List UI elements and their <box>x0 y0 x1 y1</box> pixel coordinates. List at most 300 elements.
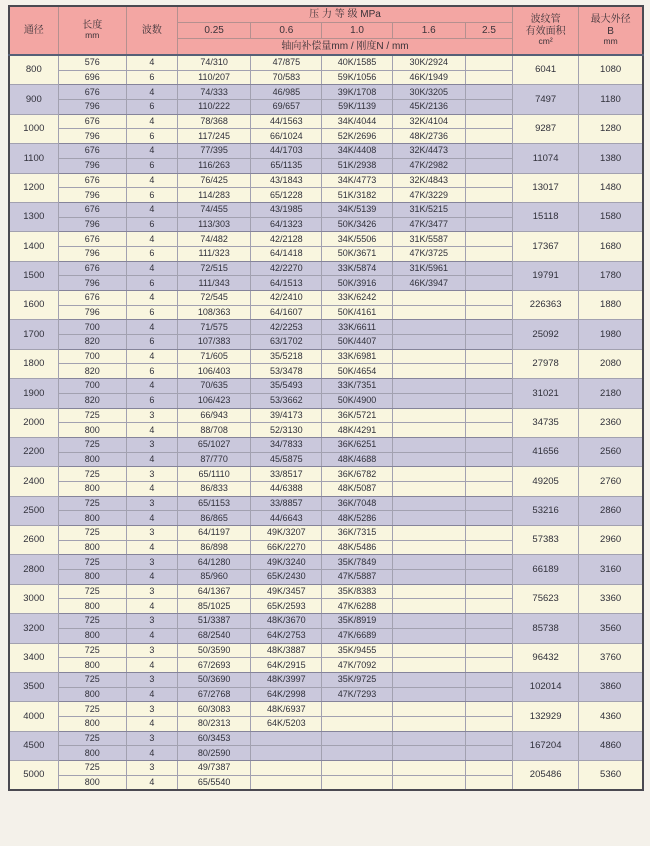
od-label: 最大外径 <box>590 14 631 26</box>
cell-waves: 3 <box>126 702 177 717</box>
cell-pressure-0.25: 71/575 <box>178 320 251 335</box>
area-label-2: 有效面积 <box>525 25 566 37</box>
cell-waves: 4 <box>126 114 177 129</box>
cell-max-od: 3360 <box>579 584 643 613</box>
cell-length: 676 <box>58 85 126 100</box>
cell-waves: 4 <box>126 628 177 643</box>
cell-pressure-0.25: 113/303 <box>178 217 251 232</box>
cell-pressure-0.6: 45/5875 <box>251 452 322 467</box>
cell-pressure-1.0: 35K/9725 <box>322 672 392 687</box>
cell-length: 820 <box>58 364 126 379</box>
cell-diameter: 4000 <box>9 702 58 731</box>
cell-pressure-0.6: 53/3662 <box>251 393 322 408</box>
area-label-1: 波纹管 <box>530 14 561 26</box>
cell-pressure-0.6: 64/1323 <box>251 217 322 232</box>
cell-pressure-2.5 <box>465 173 512 188</box>
table-row <box>9 349 643 364</box>
cell-effective-area: 53216 <box>513 496 579 525</box>
cell-pressure-0.25: 65/5540 <box>178 775 251 790</box>
cell-pressure-0.6: 35/5218 <box>251 349 322 364</box>
cell-length: 800 <box>58 570 126 585</box>
cell-pressure-0.25: 70/635 <box>178 379 251 394</box>
cell-pressure-0.25: 106/403 <box>178 364 251 379</box>
cell-pressure-2.5 <box>465 614 512 629</box>
cell-pressure-1.6 <box>392 526 465 541</box>
cell-pressure-1.6 <box>392 467 465 482</box>
cell-pressure-2.5 <box>465 349 512 364</box>
cell-effective-area: 102014 <box>513 672 579 701</box>
cell-pressure-2.5 <box>465 291 512 306</box>
cell-pressure-0.6 <box>251 761 322 776</box>
cell-pressure-2.5 <box>465 702 512 717</box>
cell-pressure-1.0: 48K/4688 <box>322 452 392 467</box>
cell-pressure-0.6: 70/583 <box>251 70 322 85</box>
cell-diameter: 3400 <box>9 643 58 672</box>
cell-pressure-1.0: 33K/5874 <box>322 261 392 276</box>
cell-length: 800 <box>58 628 126 643</box>
cell-pressure-0.6: 69/657 <box>251 100 322 115</box>
cell-pressure-0.6: 44/6388 <box>251 481 322 496</box>
cell-length: 796 <box>58 246 126 261</box>
cell-pressure-0.6: 44/1563 <box>251 114 322 129</box>
cell-pressure-0.6: 43/1985 <box>251 202 322 217</box>
table-row <box>9 496 643 511</box>
table-row <box>9 379 643 394</box>
cell-max-od: 2360 <box>579 408 643 437</box>
cell-pressure-2.5 <box>465 452 512 467</box>
cell-pressure-1.6 <box>392 775 465 790</box>
cell-diameter: 1600 <box>9 291 58 320</box>
cell-pressure-0.25: 78/368 <box>178 114 251 129</box>
cell-pressure-0.25: 107/383 <box>178 335 251 350</box>
cell-max-od: 2180 <box>579 379 643 408</box>
cell-waves: 3 <box>126 731 177 746</box>
cell-pressure-2.5 <box>465 628 512 643</box>
cell-waves: 4 <box>126 746 177 761</box>
cell-waves: 4 <box>126 202 177 217</box>
cell-pressure-1.0: 36K/6782 <box>322 467 392 482</box>
cell-pressure-1.0 <box>322 761 392 776</box>
cell-length: 676 <box>58 291 126 306</box>
cell-effective-area: 132929 <box>513 702 579 731</box>
cell-pressure-2.5 <box>465 202 512 217</box>
cell-waves: 3 <box>126 643 177 658</box>
cell-pressure-2.5 <box>465 246 512 261</box>
cell-pressure-0.25: 80/2313 <box>178 716 251 731</box>
cell-pressure-2.5 <box>465 672 512 687</box>
cell-length: 820 <box>58 393 126 408</box>
cell-pressure-0.25: 114/283 <box>178 188 251 203</box>
cell-waves: 6 <box>126 188 177 203</box>
cell-pressure-1.6: 32K/4104 <box>392 114 465 129</box>
cell-pressure-2.5 <box>465 70 512 85</box>
cell-waves: 3 <box>126 496 177 511</box>
cell-pressure-1.6: 45K/2136 <box>392 100 465 115</box>
cell-length: 796 <box>58 217 126 232</box>
cell-pressure-0.6: 65/1228 <box>251 188 322 203</box>
pressure-level-1.6: 1.6 <box>392 23 465 39</box>
cell-pressure-1.0: 48K/5286 <box>322 511 392 526</box>
cell-pressure-1.6: 47K/3229 <box>392 188 465 203</box>
cell-waves: 6 <box>126 364 177 379</box>
cell-pressure-2.5 <box>465 570 512 585</box>
table-row <box>9 437 643 452</box>
cell-diameter: 1200 <box>9 173 58 202</box>
cell-max-od: 2960 <box>579 526 643 555</box>
cell-pressure-2.5 <box>465 658 512 673</box>
cell-waves: 4 <box>126 599 177 614</box>
cell-pressure-2.5 <box>465 335 512 350</box>
cell-diameter: 3500 <box>9 672 58 701</box>
cell-pressure-0.25: 65/1110 <box>178 467 251 482</box>
cell-pressure-0.6: 64/1513 <box>251 276 322 291</box>
cell-diameter: 2800 <box>9 555 58 584</box>
cell-waves: 4 <box>126 511 177 526</box>
cell-pressure-1.0: 35K/8383 <box>322 584 392 599</box>
cell-diameter: 1800 <box>9 349 58 378</box>
cell-pressure-1.0: 50K/4900 <box>322 393 392 408</box>
cell-pressure-0.6: 42/2270 <box>251 261 322 276</box>
cell-effective-area: 66189 <box>513 555 579 584</box>
cell-pressure-2.5 <box>465 496 512 511</box>
cell-length: 676 <box>58 261 126 276</box>
col-header-effective-area <box>513 6 579 55</box>
cell-waves: 4 <box>126 232 177 247</box>
cell-pressure-1.0: 50K/3426 <box>322 217 392 232</box>
cell-pressure-0.25: 117/245 <box>178 129 251 144</box>
col-header-length <box>58 6 126 55</box>
cell-pressure-0.25: 74/455 <box>178 202 251 217</box>
cell-pressure-1.6 <box>392 496 465 511</box>
cell-pressure-0.25: 64/1197 <box>178 526 251 541</box>
cell-pressure-0.25: 74/333 <box>178 85 251 100</box>
cell-pressure-1.0: 47K/5887 <box>322 570 392 585</box>
cell-pressure-0.25: 72/545 <box>178 291 251 306</box>
cell-pressure-1.6: 48K/2736 <box>392 129 465 144</box>
cell-pressure-1.6 <box>392 379 465 394</box>
table-row <box>9 614 643 629</box>
cell-pressure-1.0: 50K/3916 <box>322 276 392 291</box>
cell-max-od: 1980 <box>579 320 643 349</box>
cell-pressure-0.6: 42/2253 <box>251 320 322 335</box>
cell-pressure-0.25: 74/310 <box>178 55 251 70</box>
cell-pressure-2.5 <box>465 158 512 173</box>
cell-pressure-0.25: 116/263 <box>178 158 251 173</box>
cell-length: 725 <box>58 408 126 423</box>
cell-pressure-1.0 <box>322 702 392 717</box>
cell-pressure-0.6: 53/3478 <box>251 364 322 379</box>
cell-diameter: 800 <box>9 55 58 85</box>
cell-pressure-2.5 <box>465 716 512 731</box>
cell-pressure-1.6 <box>392 423 465 438</box>
cell-length: 796 <box>58 276 126 291</box>
cell-pressure-0.6: 35/5493 <box>251 379 322 394</box>
cell-pressure-0.6: 52/3130 <box>251 423 322 438</box>
cell-pressure-1.6 <box>392 511 465 526</box>
cell-effective-area: 25092 <box>513 320 579 349</box>
cell-max-od: 1380 <box>579 144 643 173</box>
cell-length: 800 <box>58 746 126 761</box>
cell-pressure-0.25: 111/323 <box>178 246 251 261</box>
cell-length: 725 <box>58 672 126 687</box>
cell-pressure-0.6: 33/8857 <box>251 496 322 511</box>
cell-waves: 4 <box>126 481 177 496</box>
cell-pressure-1.6 <box>392 716 465 731</box>
cell-length: 800 <box>58 599 126 614</box>
cell-pressure-1.0: 50K/4161 <box>322 305 392 320</box>
cell-pressure-2.5 <box>465 85 512 100</box>
diameter-label: 通径 <box>23 24 44 36</box>
cell-length: 676 <box>58 232 126 247</box>
cell-pressure-1.0: 34K/5139 <box>322 202 392 217</box>
cell-pressure-2.5 <box>465 261 512 276</box>
cell-pressure-2.5 <box>465 129 512 144</box>
cell-length: 800 <box>58 540 126 555</box>
table-header <box>9 6 643 55</box>
cell-length: 700 <box>58 349 126 364</box>
cell-max-od: 3160 <box>579 555 643 584</box>
cell-pressure-1.0: 51K/2938 <box>322 158 392 173</box>
col-header-max-od <box>579 6 643 55</box>
cell-pressure-0.6: 64/1607 <box>251 305 322 320</box>
cell-pressure-1.6 <box>392 481 465 496</box>
cell-length: 676 <box>58 173 126 188</box>
cell-waves: 4 <box>126 173 177 188</box>
cell-waves: 3 <box>126 555 177 570</box>
cell-pressure-0.25: 77/395 <box>178 144 251 159</box>
cell-pressure-1.0: 40K/1585 <box>322 55 392 70</box>
cell-length: 725 <box>58 584 126 599</box>
cell-pressure-0.6 <box>251 775 322 790</box>
cell-max-od: 1880 <box>579 291 643 320</box>
cell-pressure-1.6 <box>392 672 465 687</box>
cell-pressure-1.0: 50K/4407 <box>322 335 392 350</box>
cell-diameter: 4500 <box>9 731 58 760</box>
cell-pressure-2.5 <box>465 540 512 555</box>
cell-length: 725 <box>58 467 126 482</box>
cell-diameter: 1400 <box>9 232 58 261</box>
cell-max-od: 1180 <box>579 85 643 114</box>
cell-length: 796 <box>58 100 126 115</box>
cell-effective-area: 41656 <box>513 437 579 466</box>
cell-pressure-1.0: 47K/7092 <box>322 658 392 673</box>
cell-effective-area: 27978 <box>513 349 579 378</box>
cell-pressure-0.6: 64K/5203 <box>251 716 322 731</box>
cell-pressure-0.25: 64/1280 <box>178 555 251 570</box>
cell-pressure-1.0: 39K/1708 <box>322 85 392 100</box>
cell-max-od: 1080 <box>579 55 643 85</box>
cell-pressure-2.5 <box>465 555 512 570</box>
cell-length: 800 <box>58 775 126 790</box>
cell-waves: 4 <box>126 144 177 159</box>
cell-pressure-1.6 <box>392 628 465 643</box>
cell-pressure-2.5 <box>465 599 512 614</box>
cell-effective-area: 49205 <box>513 467 579 496</box>
cell-diameter: 3000 <box>9 584 58 613</box>
cell-waves: 4 <box>126 570 177 585</box>
cell-length: 800 <box>58 511 126 526</box>
cell-pressure-0.25: 67/2768 <box>178 687 251 702</box>
cell-diameter: 1000 <box>9 114 58 143</box>
cell-max-od: 1480 <box>579 173 643 202</box>
cell-pressure-1.0: 48K/5486 <box>322 540 392 555</box>
area-unit: cm² <box>538 36 553 47</box>
cell-pressure-0.6: 48K/3997 <box>251 672 322 687</box>
cell-pressure-0.6: 64K/2915 <box>251 658 322 673</box>
cell-waves: 6 <box>126 276 177 291</box>
table-row <box>9 114 643 129</box>
cell-pressure-0.25: 76/425 <box>178 173 251 188</box>
cell-pressure-1.0: 36K/6251 <box>322 437 392 452</box>
table-row <box>9 761 643 776</box>
cell-pressure-1.6 <box>392 320 465 335</box>
cell-pressure-1.0: 36K/7048 <box>322 496 392 511</box>
cell-pressure-2.5 <box>465 775 512 790</box>
cell-pressure-0.25: 74/482 <box>178 232 251 247</box>
cell-pressure-1.6: 46K/1949 <box>392 70 465 85</box>
od-unit: mm <box>603 36 618 47</box>
cell-pressure-1.0: 33K/6981 <box>322 349 392 364</box>
cell-max-od: 3560 <box>579 614 643 643</box>
cell-length: 725 <box>58 526 126 541</box>
cell-length: 725 <box>58 643 126 658</box>
cell-pressure-1.6 <box>392 408 465 423</box>
cell-max-od: 1680 <box>579 232 643 261</box>
cell-pressure-0.6: 39/4173 <box>251 408 322 423</box>
cell-waves: 4 <box>126 291 177 306</box>
cell-waves: 3 <box>126 614 177 629</box>
cell-waves: 4 <box>126 716 177 731</box>
cell-pressure-1.0: 36K/5721 <box>322 408 392 423</box>
cell-pressure-2.5 <box>465 393 512 408</box>
cell-pressure-0.25: 51/3387 <box>178 614 251 629</box>
table-row <box>9 320 643 335</box>
cell-pressure-1.6 <box>392 364 465 379</box>
cell-diameter: 2200 <box>9 437 58 466</box>
cell-pressure-1.6 <box>392 584 465 599</box>
table-row <box>9 584 643 599</box>
cell-length: 800 <box>58 716 126 731</box>
cell-max-od: 1280 <box>579 114 643 143</box>
cell-length: 800 <box>58 481 126 496</box>
cell-pressure-1.0: 47K/6288 <box>322 599 392 614</box>
cell-pressure-0.25: 64/1367 <box>178 584 251 599</box>
cell-pressure-0.25: 86/865 <box>178 511 251 526</box>
cell-waves: 3 <box>126 437 177 452</box>
cell-pressure-1.6: 47K/3477 <box>392 217 465 232</box>
cell-pressure-0.6 <box>251 746 322 761</box>
cell-waves: 6 <box>126 246 177 261</box>
cell-length: 725 <box>58 702 126 717</box>
cell-effective-area: 75623 <box>513 584 579 613</box>
cell-pressure-1.6: 47K/3725 <box>392 246 465 261</box>
cell-pressure-1.6 <box>392 746 465 761</box>
cell-pressure-2.5 <box>465 643 512 658</box>
cell-max-od: 1580 <box>579 202 643 231</box>
cell-pressure-1.6: 46K/3947 <box>392 276 465 291</box>
cell-pressure-0.6: 65/1135 <box>251 158 322 173</box>
cell-length: 725 <box>58 555 126 570</box>
cell-pressure-2.5 <box>465 364 512 379</box>
pressure-title: 压 力 等 级 MPa <box>309 8 381 20</box>
cell-pressure-1.0: 34K/5506 <box>322 232 392 247</box>
cell-waves: 6 <box>126 70 177 85</box>
cell-length: 725 <box>58 761 126 776</box>
cell-pressure-1.0 <box>322 716 392 731</box>
cell-pressure-0.25: 110/207 <box>178 70 251 85</box>
cell-max-od: 4860 <box>579 731 643 760</box>
cell-pressure-2.5 <box>465 584 512 599</box>
cell-length: 700 <box>58 379 126 394</box>
cell-length: 796 <box>58 305 126 320</box>
cell-waves: 4 <box>126 349 177 364</box>
cell-length: 676 <box>58 144 126 159</box>
cell-pressure-1.6 <box>392 658 465 673</box>
cell-pressure-1.6 <box>392 614 465 629</box>
cell-pressure-1.0: 36K/7315 <box>322 526 392 541</box>
pressure-level-2.5: 2.5 <box>465 23 512 39</box>
cell-pressure-1.6: 30K/3205 <box>392 85 465 100</box>
cell-diameter: 3200 <box>9 614 58 643</box>
table-row <box>9 702 643 717</box>
cell-effective-area: 19791 <box>513 261 579 290</box>
cell-waves: 4 <box>126 540 177 555</box>
cell-pressure-0.6: 33/8517 <box>251 467 322 482</box>
cell-waves: 4 <box>126 658 177 673</box>
cell-waves: 6 <box>126 129 177 144</box>
cell-pressure-1.0: 35K/9455 <box>322 643 392 658</box>
cell-max-od: 3860 <box>579 672 643 701</box>
cell-waves: 3 <box>126 761 177 776</box>
cell-pressure-0.6: 63/1702 <box>251 335 322 350</box>
cell-diameter: 1700 <box>9 320 58 349</box>
cell-pressure-2.5 <box>465 232 512 247</box>
cell-pressure-1.0: 34K/4408 <box>322 144 392 159</box>
axial-compensation-label: 轴向补偿量mm / 刚度N / mm <box>178 39 513 56</box>
cell-length: 725 <box>58 614 126 629</box>
cell-waves: 6 <box>126 158 177 173</box>
cell-length: 800 <box>58 687 126 702</box>
cell-pressure-2.5 <box>465 731 512 746</box>
cell-pressure-1.6 <box>392 731 465 746</box>
cell-pressure-1.0 <box>322 775 392 790</box>
cell-length: 820 <box>58 335 126 350</box>
table-row <box>9 202 643 217</box>
cell-diameter: 2600 <box>9 526 58 555</box>
cell-pressure-0.25: 80/2590 <box>178 746 251 761</box>
cell-pressure-1.6: 47K/2982 <box>392 158 465 173</box>
cell-pressure-0.6: 42/2128 <box>251 232 322 247</box>
cell-length: 725 <box>58 731 126 746</box>
col-header-diameter <box>9 6 58 55</box>
cell-pressure-0.25: 60/3453 <box>178 731 251 746</box>
cell-waves: 6 <box>126 335 177 350</box>
cell-pressure-0.25: 111/343 <box>178 276 251 291</box>
cell-effective-area: 6041 <box>513 55 579 85</box>
cell-length: 800 <box>58 423 126 438</box>
cell-pressure-1.0 <box>322 731 392 746</box>
cell-pressure-1.0: 50K/4654 <box>322 364 392 379</box>
table-row <box>9 55 643 70</box>
cell-pressure-2.5 <box>465 526 512 541</box>
cell-length: 796 <box>58 158 126 173</box>
cell-pressure-2.5 <box>465 55 512 70</box>
table-row <box>9 232 643 247</box>
cell-waves: 3 <box>126 584 177 599</box>
cell-pressure-0.25: 86/898 <box>178 540 251 555</box>
cell-waves: 4 <box>126 452 177 467</box>
cell-pressure-2.5 <box>465 746 512 761</box>
